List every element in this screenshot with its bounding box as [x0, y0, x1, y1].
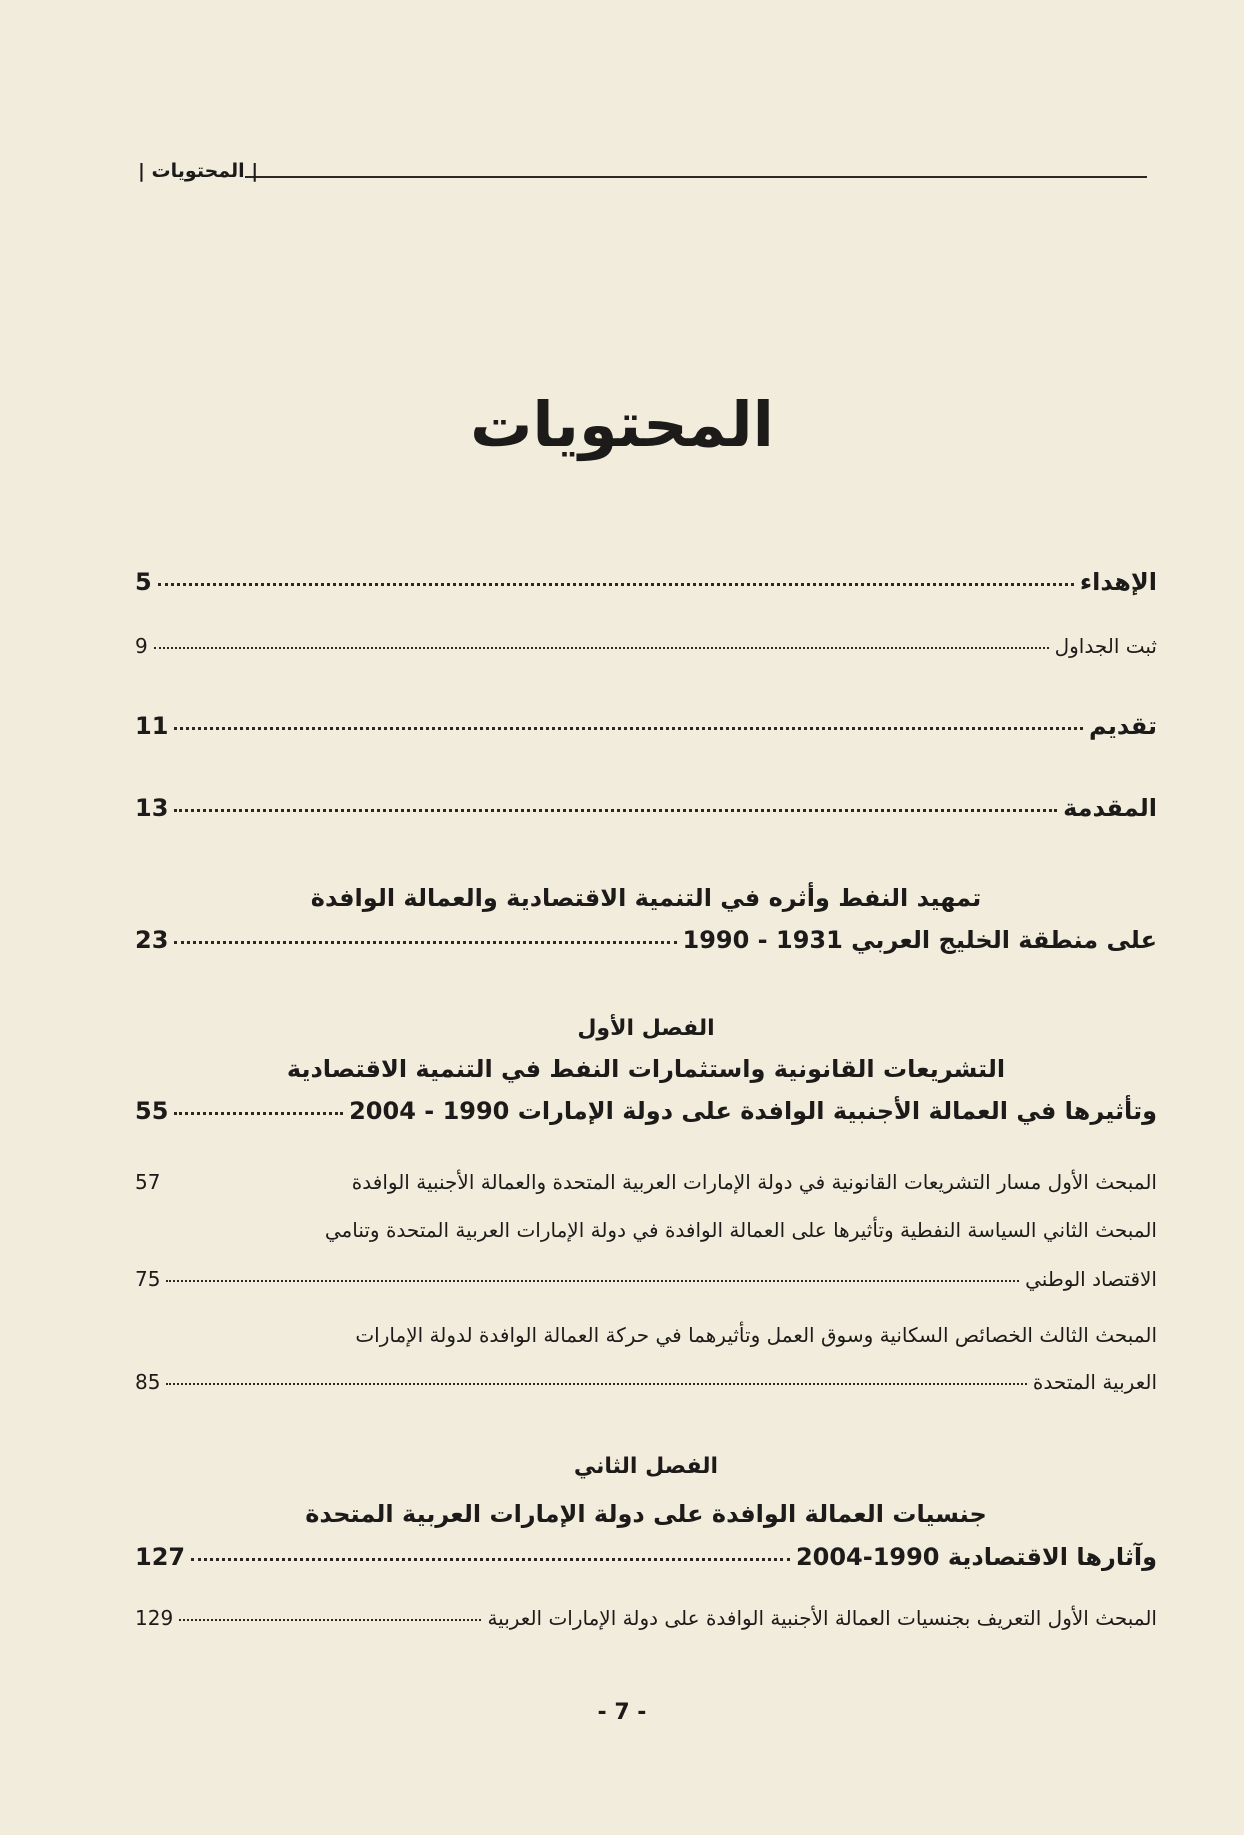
toc-entry-tables — [135, 634, 1157, 658]
running-header: | المحتويات | — [138, 160, 259, 182]
dot-leader — [179, 1619, 481, 1621]
entry-text: وتأثيرها في العمالة الأجنبية الوافدة على دولة الإمارات 1990 - 2004 — [349, 1097, 1157, 1125]
entry-text: الإهداء — [1079, 568, 1157, 596]
toc-entry-ch2-section1 — [135, 1606, 1157, 1630]
entry-page: 23 — [135, 926, 169, 954]
chapter1-title-line1: التشريعات القانونية واستثمارات النفط في التنمية الاقتصادية — [286, 1055, 1006, 1083]
page-title: المحتويات — [470, 388, 774, 461]
chapter1-label: الفصل الأول — [577, 1016, 715, 1041]
dot-leader — [166, 1280, 1019, 1282]
dot-leader — [154, 647, 1049, 649]
entry-text: العربية المتحدة — [1032, 1370, 1157, 1394]
chapter2-title-line1: جنسيات العمالة الوافدة على دولة الإمارات العربية المتحدة — [305, 1500, 987, 1528]
entry-page: 75 — [135, 1267, 161, 1291]
toc-entry-chapter1 — [135, 1097, 1157, 1125]
toc-entry-ch1-section2 — [135, 1267, 1157, 1291]
entry-text: المقدمة — [1063, 794, 1157, 822]
entry-text: على منطقة الخليج العربي 1931 - 1990 — [682, 926, 1157, 954]
toc-entry-foreword — [135, 712, 1157, 740]
dot-leader — [174, 1112, 343, 1115]
chapter2-label: الفصل الثاني — [573, 1454, 719, 1479]
dot-leader — [174, 727, 1083, 730]
entry-page: 55 — [135, 1097, 169, 1125]
entry-text: ثبت الجداول — [1054, 634, 1157, 658]
dot-leader — [174, 941, 676, 944]
dot-leader — [174, 809, 1057, 812]
entry-text: المبحث الأول مسار التشريعات القانونية في دولة الإمارات العربية المتحدة والعمالة الأجنبية الوافدة — [351, 1170, 1157, 1194]
header-rule — [245, 176, 1147, 178]
entry-page: 129 — [135, 1606, 174, 1630]
preface-title-line1: تمهيد النفط وأثره في التنمية الاقتصادية والعمالة الوافدة — [310, 884, 982, 912]
dot-leader — [166, 1383, 1026, 1385]
toc-entry-ch1-section1 — [135, 1170, 1157, 1194]
entry-page: 5 — [135, 568, 152, 596]
entry-page: 9 — [135, 634, 148, 658]
entry-text: وآثارها الاقتصادية 1990-2004 — [795, 1543, 1157, 1571]
entry-text: تقديم — [1089, 712, 1157, 740]
entry-page: 13 — [135, 794, 169, 822]
toc-entry-ch1-section3 — [135, 1370, 1157, 1394]
toc-entry-chapter2 — [135, 1543, 1157, 1571]
ch1-section2-line1: المبحث الثاني السياسة النفطية وتأثيرها على العمالة الوافدة في دولة الإمارات العربية المتحدة وتنامي — [324, 1218, 1157, 1242]
page-number: - 7 - — [597, 1700, 647, 1725]
ch1-section3-line1: المبحث الثالث الخصائص السكانية وسوق العمل وتأثيرهما في حركة العمالة الوافدة لدولة الإمارات — [355, 1323, 1157, 1347]
entry-page: 127 — [135, 1543, 186, 1571]
toc-entry-dedication — [135, 568, 1157, 596]
toc-entry-preface — [135, 926, 1157, 954]
entry-text: الاقتصاد الوطني — [1025, 1267, 1157, 1291]
toc-entry-introduction — [135, 794, 1157, 822]
entry-page: 85 — [135, 1370, 161, 1394]
dot-leader — [191, 1558, 790, 1561]
entry-text: المبحث الأول التعريف بجنسيات العمالة الأجنبية الوافدة على دولة الإمارات العربية — [487, 1606, 1157, 1630]
entry-page: 57 — [135, 1170, 161, 1194]
dot-leader — [158, 583, 1074, 586]
entry-page: 11 — [135, 712, 169, 740]
